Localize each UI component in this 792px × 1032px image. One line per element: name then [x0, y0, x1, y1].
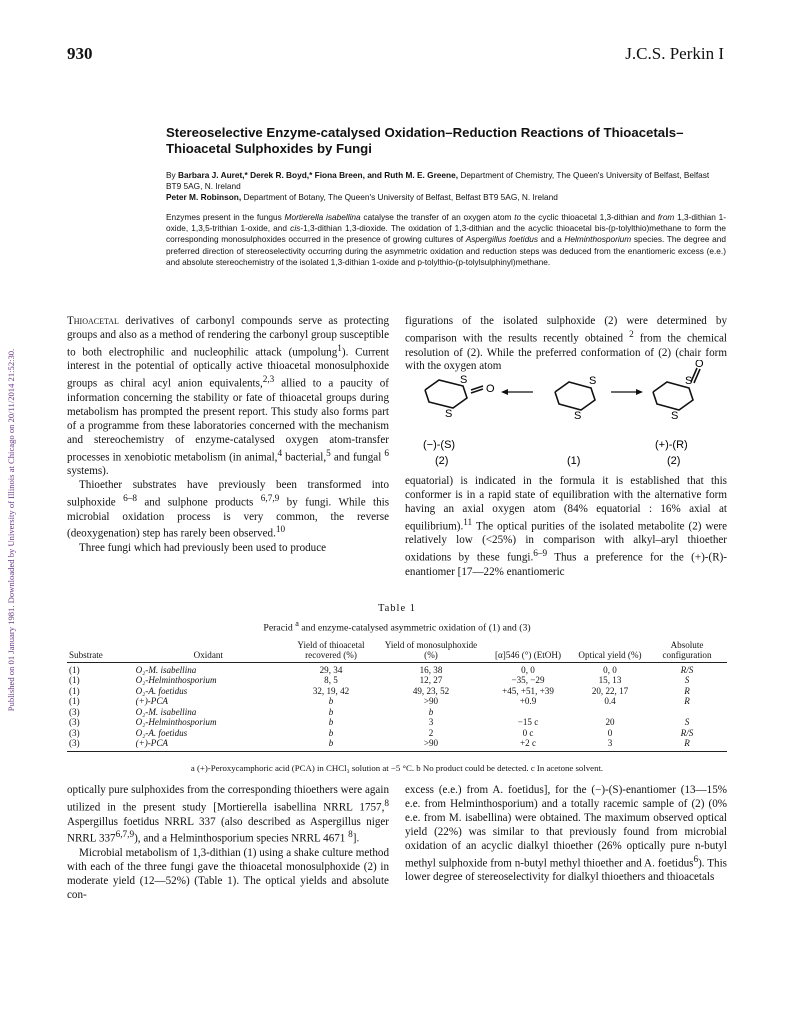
table-cell: (1): [69, 696, 80, 707]
table-cell: (3): [69, 706, 80, 717]
table-cell: O₂-A. foetidus: [135, 727, 188, 738]
table-cell: b: [328, 727, 334, 738]
body-column-3: optically pure sulphoxides from the corresponding thioethers were again utilized in the present study [Mortierella isabellina NRRL 1757,$^8$ Aspergillus foetidus NRRL 337 (also described as Aspergillus niger NRRL 337$^{6,7,9}$), and a Helminthosporium species NRRL 4671 $^8$]. Microbial metabolism of 1,3-dithian (1) using a shake culture method with each of the three fungi gave the thioacetal monosulphoxide (2) in moderate yield (12—52%) (Table 1). The optical yields and absolute con-: [67, 784, 389, 901]
table-cell: 0, 0: [603, 664, 617, 675]
header-configuration: Absolute configuration: [647, 640, 727, 662]
table-cell: 20, 22, 17: [591, 685, 629, 696]
abstract: Enzymes present in the fungus Mortierella isabellina catalyse the transfer of an oxygen atom to the cyclic thioacetal 1,3-dithian and from 1,3-dithian 1-oxide, 1,3,5-trithian 1-oxide, and cis-1,3-dithian 1,3-dioxide. The oxidation of 1,3-dithian and the acyclic thioacetal bis-(p-tolylthio)methane to form the corresponding monosulphoxides occurred in the presence of growing cultures of Aspergillus foetidus and a Helminthosporium species. The degree and preferred direction of stereoselectivity occurring during the asymmetric oxidation and reduction steps was deduced from the enantiomeric excess (e.e.) and absolute stereochemistry of the isolated 1,3-dithian 1-oxide and p-tolylthio-(p-tolylsulphinyl)methane.: [166, 212, 727, 267]
table-cell: b: [328, 696, 334, 707]
structure-right-sulphoxide: [653, 368, 700, 410]
table-cell: (+)-PCA: [135, 696, 168, 707]
compound-number-2-left: (2): [435, 455, 449, 467]
arrow-left-head: [501, 389, 508, 395]
table-cell: 0: [607, 727, 613, 738]
table-cell: +2 c: [483, 738, 573, 751]
header-substrate: Substrate: [67, 640, 134, 662]
body-column-2-bottom: equatorial) is indicated in the formula it is established that this conformer is in a rapid state of equilibration with the alternative form having an axial oxygen atom (84% equatorial : 16% axial at equilibrium).$^{11}$ The optical purities of the isolated metabolite (2) were relatively low (<25%) in comparison with alkyl–aryl thioether oxidations by these fungi.$^{6-9}$ Thus a preference for the (+)-(R)-enantiomer [17—22% enantiomeric: [405, 475, 728, 578]
compound-number-2-right: (2): [667, 455, 681, 467]
atom-s-left-bottom: S: [445, 408, 453, 420]
table-cell: [483, 707, 573, 718]
table-cell: R/S: [680, 727, 694, 738]
table-cell: R: [647, 738, 727, 751]
table-cell: O₂-A. foetidus: [135, 685, 188, 696]
table-cell: [573, 707, 647, 718]
table-cell: (+)-PCA: [134, 738, 283, 751]
structure-left-sulphoxide: [425, 380, 483, 408]
metabolism-paragraph: Microbial metabolism of 1,3-dithian (1) using a shake culture method with each of the three fungi gave the thioacetal monosulphoxide (2) in moderate yield (12—52%) (Table 1). The optical yields and absolute con-: [67, 847, 389, 901]
label-r-enantiomer: (+)-(R): [655, 439, 688, 451]
table-cell: (3): [69, 717, 80, 728]
table-header-row: [67, 640, 727, 662]
arrow-right-head: [636, 389, 643, 395]
table-row: [67, 686, 727, 697]
author-names-1: Barbara J. Auret,* Derek R. Boyd,* Fiona Breen, and Ruth M. E. Greene,: [178, 170, 459, 180]
table-footnotes: a (+)-Peroxycamphoric acid (PCA) in CHCl₃ solution at −5 °C. b No product could be detected. c In acetone solvent.: [190, 763, 604, 773]
header-thioacetal-yield: Yield of thioacetal recovered (%): [283, 640, 379, 662]
table-row: [67, 728, 727, 739]
table-cell: (1): [69, 685, 80, 696]
table-cell: −15 c: [517, 717, 539, 728]
author-block: By Barbara J. Auret,* Derek R. Boyd,* Fiona Breen, and Ruth M. E. Greene, Department of Chemistry, The Queen's University of Belfast, Belfast BT9 5AG, N. Ireland Peter M. Robinson, Department of Botany, The Queen's University of Belfast, Belfast BT9 5AG, N. Ireland: [166, 170, 710, 203]
label-s-enantiomer: (−)-(S): [423, 439, 456, 451]
table-cell: R/S: [680, 664, 694, 675]
table-cell: 0 c: [522, 727, 534, 738]
table-cell: (3): [67, 738, 134, 751]
table-cell: O₂-Helminthosporium: [135, 675, 217, 686]
table-cell: O₂-M. isabellina: [135, 664, 197, 675]
table-cell: +45, +51, +39: [502, 685, 554, 696]
table-cell: O₂-Helminthosporium: [135, 717, 217, 728]
table-cell: 16, 38: [419, 664, 443, 675]
journal-name: J.C.S. Perkin I: [625, 44, 724, 63]
fungi-paragraph: Three fungi which had previously been used to produce: [79, 542, 327, 555]
table-cell: R: [684, 696, 690, 707]
table-cell: 12, 27: [419, 675, 443, 686]
affiliation-botany: Department of Botany, The Queen's University of Belfast, Belfast BT9 5AG, N. Ireland: [243, 192, 558, 203]
table-row: [67, 717, 727, 728]
table-row: [67, 662, 727, 675]
table-caption: Table 1: [377, 603, 417, 614]
table-cell: 20: [605, 717, 615, 728]
download-watermark: Published on 01 January 1981. Downloaded by University of Illinois at Chicago on 20/11/2014 21:52:30.: [6, 348, 16, 712]
body-column-4: excess (e.e.) from A. foetidus], for the (−)-(S)-enantiomer (13—15% e.e. from Helminthosporium) and a totally racemic sample of (2) (0% e.e. from M. isabellina) were obtained. The maximum observed optical yield (22%) was similar to that previously found from microbial oxidation of an acyclic dialkyl thioether (26% optically pure n-butyl methyl sulphoxide from n-butyl methyl thioether and A. foetidus$^6$). This lower degree of stereoselectivity for dialkyl thioethers and thioacetals: [405, 784, 727, 884]
table-cell: (3): [69, 727, 80, 738]
header-monosulphoxide-yield: Yield of monosulphoxide (%): [379, 640, 483, 662]
table-cell: 15, 13: [598, 675, 622, 686]
table-cell: 0, 0: [521, 664, 535, 675]
table-cell: b: [428, 706, 434, 717]
atom-s-left-top: S: [460, 374, 468, 386]
atom-s-right-top: S: [685, 375, 693, 387]
header-rotation: [α]546 (°) (EtOH): [483, 640, 573, 662]
affiliation-chemistry: Department of Chemistry, The Queen's University of Belfast, Belfast BT9 5AG, N. Ireland: [166, 170, 710, 192]
table-cell: b: [328, 717, 334, 728]
page-number: 930: [67, 44, 93, 63]
table-cell: 2: [428, 727, 434, 738]
atom-o-left: O: [486, 383, 495, 395]
dithian-scheme: [405, 360, 727, 472]
table-cell: 49, 23, 52: [412, 685, 450, 696]
table-cell: −35, −29: [511, 675, 545, 686]
table-cell: (1): [69, 664, 80, 675]
article-title: Stereoselective Enzyme-catalysed Oxidation–Reduction Reactions of Thioacetals–Thioacetal Sulphoxides by Fungi: [166, 125, 684, 156]
header-oxidant: Oxidant: [134, 640, 283, 662]
author-names-2: Peter M. Robinson,: [166, 192, 242, 203]
body-column-2-top: figurations of the isolated sulphoxide (2) were determined by comparison with the results recently obtained $^2$ from the chemical resolution of (2). While the preferred conformation of (2) (chair form with the oxygen atom: [405, 315, 727, 373]
body-column-1: [67, 315, 389, 556]
table-cell: 8, 5: [324, 675, 338, 686]
compound-number-1: (1): [567, 455, 581, 467]
table-cell: S: [684, 675, 690, 686]
atom-s-mid-top: S: [589, 375, 597, 387]
atom-s-mid-bottom: S: [574, 410, 582, 422]
table-row: [67, 738, 727, 751]
intro-paragraph: Thioacetal derivatives of carbonyl compounds serve as protecting groups and also as a method of rendering the carbonyl group susceptible to both electrophilic and nucleophilic attack (umpolung$^1$). Current interest in the potential of optically active thioacetal monosulphoxide groups as chiral acyl anion equivalents,$^{2,3}$ allied to a paucity of information concerning the stability or fate of thioacetal groups during metabolism has prompted the present report. This study also forms part of a programme from these laboratories concerned with the mechanism and stereochemistry of enzyme-catalysed oxygen atom-transfer processes in xenobiotic metabolism (in animal,$^4$ bacterial,$^5$ and fungal $^6$ systems).: [67, 315, 390, 478]
table-cell: >90: [423, 696, 439, 707]
table-cell: [647, 707, 727, 718]
thioether-paragraph: Thioether substrates have previously been transformed into sulphoxide $^{6-8}$ and sulphone products $^{6,7,9}$ by fungi. While this microbial oxidation process is very common, the reverse (deoxygenation) step has rarely been observed.$^{10}$: [67, 479, 390, 541]
table-cell: O₂-M. isabellina: [135, 706, 197, 717]
atom-s-right-bottom: S: [671, 410, 679, 422]
table-cell: 29, 34: [319, 664, 343, 675]
table-cell: 0.4: [604, 696, 616, 707]
table-row: [67, 707, 727, 718]
results-table: [67, 640, 727, 752]
table-cell: 3: [428, 717, 434, 728]
table-cell: S: [684, 717, 690, 728]
table-cell: R: [684, 685, 690, 696]
table-row: [67, 675, 727, 686]
table-cell: b: [283, 738, 379, 751]
table-row: [67, 696, 727, 707]
table-cell: 32, 19, 42: [312, 685, 350, 696]
table-cell: b: [328, 706, 334, 717]
table-cell: >90: [379, 738, 483, 751]
header-optical-yield: Optical yield (%): [573, 640, 647, 662]
table-cell: +0.9: [519, 696, 537, 707]
atom-o-right: O: [695, 360, 704, 370]
table-cell: 3: [573, 738, 647, 751]
table-cell: (1): [69, 675, 80, 686]
table-subtitle: Peracid $^a$ and enzyme-catalysed asymmetric oxidation of (1) and (3): [263, 619, 531, 634]
